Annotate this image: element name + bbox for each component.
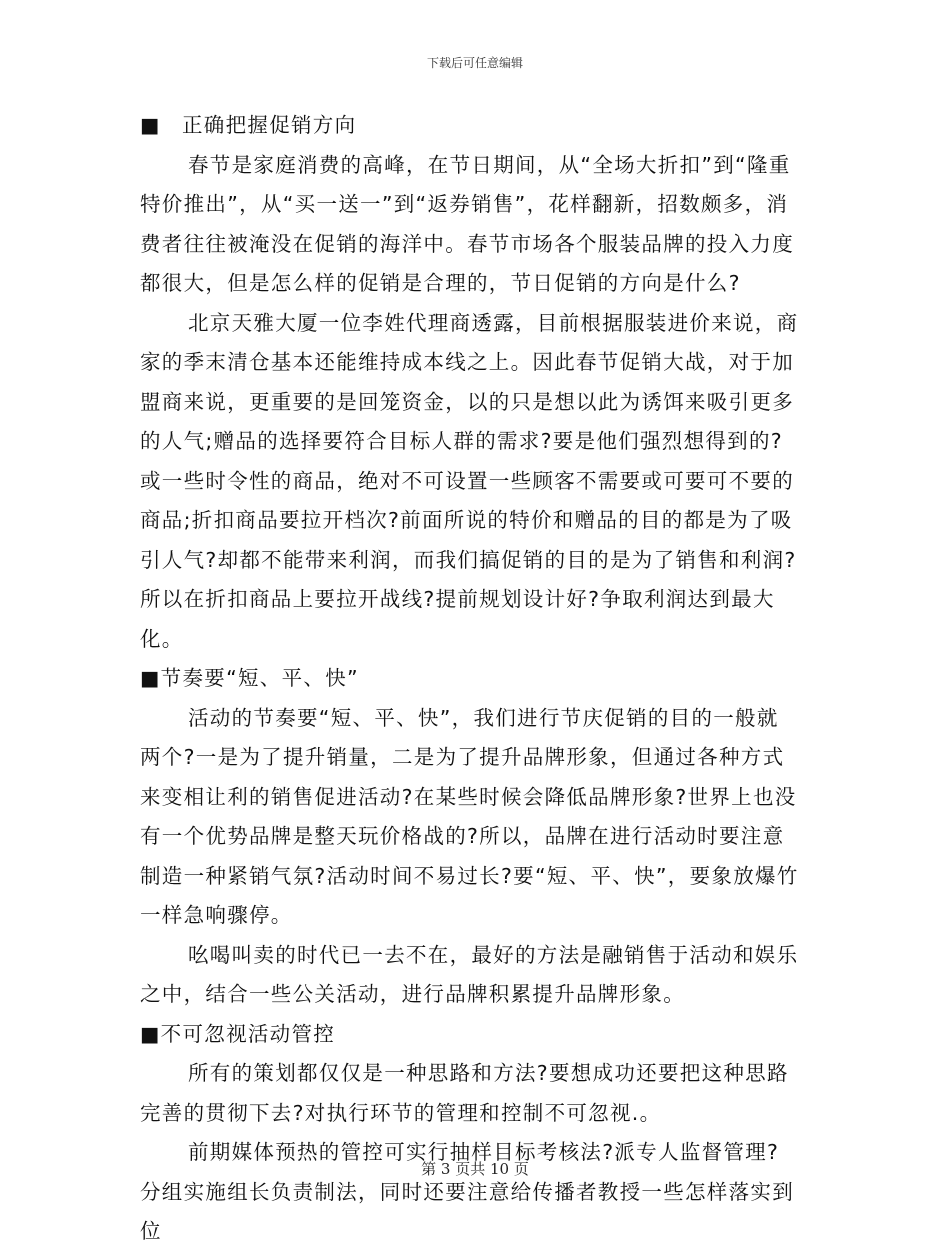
section-heading-activity-control (140, 1015, 800, 1055)
square-bullet-icon: ■ (140, 1021, 161, 1046)
paragraph: 前期媒体预热的管控可实行抽样目标考核法?派专人监督管理?分组实施组长负责制法，同时还要注意给传播者教授一些怎样落实到位 (140, 1140, 794, 1243)
paragraph: 所有的策划都仅仅是一种思路和方法?要想成功还要把这种思路完善的贯彻下去?对执行环节的管理和控制不可忽视.。 (140, 1061, 789, 1125)
paragraph: 吆喝叫卖的时代已一去不在，最好的方法是融销售于活动和娱乐之中，结合一些公关活动，进行品牌积累提升品牌形象。 (140, 942, 799, 1006)
page-footer: 第 3 页共 10 页 (421, 1160, 529, 1178)
heading-text: 节奏要“短、平、快” (160, 666, 359, 690)
paragraph: 北京天雅大厦一位李姓代理商透露，目前根据服装进价来说，商家的季末清仓基本还能维持成本线之上。因此春节促销大战，对于加盟商来说，更重要的是回笼资金，以的只是想以此为诱饵来吸引更多的人气;赠品的选择要符合目标人群的需求?要是他们强烈想得到的?或一些时令性的商品，绝对不可设置一些顾客不需要或可要可不要的商品;折扣商品要拉开档次?前面所说的特价和赠品的目的都是为了吸引人气?却都不能带来利润，而我们搞促销的目的是为了销售和利润?所以在折扣商品上要拉开战线?提前规划设计好?争取利润达到最大化。 (140, 310, 799, 651)
paragraph: 活动的节奏要“短、平、快”，我们进行节庆促销的目的一般就两个?一是为了提升销量，二是为了提升品牌形象，但通过各种方式来变相让利的销售促进活动?在某些时候会降低品牌形象?世界上也没有一个优势品牌是整天玩价格战的?所以，品牌在进行活动时要注意制造一种紧销气氛?活动时间不易过长?要“短、平、快”，要象放爆竹一样急响骤停。 (140, 705, 799, 927)
square-bullet-icon: ■ (140, 666, 161, 690)
heading-text: 正确把握促销方向 (182, 113, 357, 137)
section-heading-promotion-direction (140, 106, 800, 146)
page-header: 下载后可任意编辑 (426, 56, 523, 70)
section-heading-rhythm (140, 659, 800, 699)
document-body (140, 106, 800, 1252)
square-bullet-icon: ■ (140, 113, 161, 137)
paragraph: 春节是家庭消费的高峰，在节日期间，从“全场大折扣”到“隆重特价推出”，从“买一送一”到“返券销售”，花样翻新，招数颇多，消费者往往被淹没在促销的海洋中。春节市场各个服装品牌的投入力度都很大，但是怎么样的促销是合理的，节日促销的方向是什么? (140, 152, 794, 295)
heading-text: 不可忽视活动管控 (160, 1021, 336, 1046)
